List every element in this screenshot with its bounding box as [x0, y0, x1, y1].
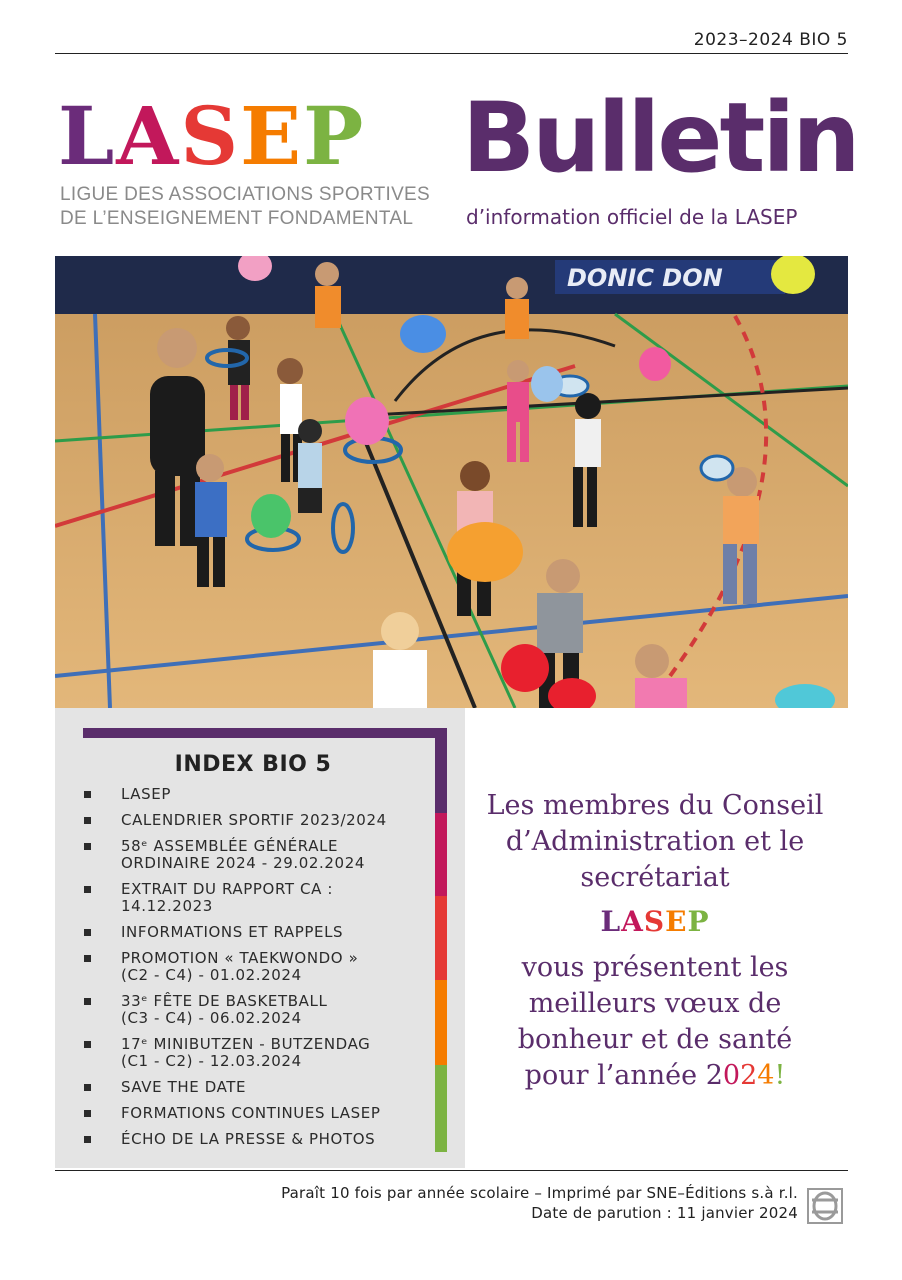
- year-digit: 2: [705, 1060, 723, 1091]
- index-item: [84, 881, 429, 915]
- issue-tag: 2023–2024 BIO 5: [693, 30, 848, 50]
- logo-letter: E: [240, 89, 304, 183]
- bulletin-title: Bulletin: [462, 82, 858, 194]
- index-item-text: PROMOTION « TAEKWONDO »: [121, 949, 359, 967]
- logo-letter: S: [643, 905, 666, 938]
- lasep-logo: [58, 89, 366, 183]
- logo-letter: L: [58, 89, 117, 183]
- index-item: [84, 924, 429, 941]
- logo-letter: A: [621, 905, 644, 938]
- index-item-text: 14.12.2023: [121, 897, 213, 915]
- logo-letter: A: [116, 89, 181, 183]
- index-item-text: (C2 - C4) - 01.02.2024: [121, 966, 302, 984]
- lasep-logo-small: [482, 902, 828, 942]
- bullet-square-icon: [84, 791, 91, 798]
- index-bar-segment: [435, 813, 447, 896]
- index-item-text: 33ᵉ FÊTE DE BASKETBALL: [121, 992, 328, 1010]
- org-name-line-2: DE L’ENSEIGNEMENT FONDAMENTAL: [60, 208, 414, 229]
- bullet-square-icon: [84, 817, 91, 824]
- bullet-square-icon: [84, 929, 91, 936]
- year-digit: 2: [740, 1060, 758, 1091]
- index-bar-segment: [435, 980, 447, 1065]
- index-item-text: (C3 - C4) - 06.02.2024: [121, 1009, 302, 1027]
- year-digit: !: [774, 1060, 786, 1091]
- index-item-text: LASEP: [121, 785, 172, 803]
- bullet-square-icon: [84, 886, 91, 893]
- organization-name: [60, 183, 430, 231]
- index-item: [84, 838, 429, 872]
- index-item-text: 17ᵉ MINIBUTZEN - BUTZENDAG: [121, 1035, 371, 1053]
- footer: [281, 1183, 798, 1223]
- footer-line-1: Paraît 10 fois par année scolaire – Imprimé par SNE–Éditions s.à r.l.: [281, 1184, 798, 1202]
- index-item-text: CALENDRIER SPORTIF 2023/2024: [121, 811, 387, 829]
- bullet-square-icon: [84, 1136, 91, 1143]
- wishes-message: [482, 788, 828, 1094]
- footer-line-2: Date de parution : 11 janvier 2024: [531, 1204, 798, 1222]
- index-item: [84, 812, 429, 829]
- wishes-line-2: [482, 950, 828, 1094]
- photo-banner-text: DONIC DON: [567, 264, 723, 292]
- index-item-text: (C1 - C2) - 12.03.2024: [121, 1052, 302, 1070]
- index-item-text: SAVE THE DATE: [121, 1078, 247, 1096]
- index-item-text: ÉCHO DE LA PRESSE & PHOTOS: [121, 1130, 376, 1148]
- index-frame-top: [83, 728, 447, 738]
- index-item-text: EXTRAIT DU RAPPORT CA :: [121, 880, 333, 898]
- logo-letter: P: [687, 905, 710, 938]
- top-rule: [55, 53, 848, 54]
- index-bar-segment: [435, 896, 447, 980]
- index-item: [84, 1131, 429, 1148]
- index-item-text: ORDINAIRE 2024 - 29.02.2024: [121, 854, 365, 872]
- index-item: [84, 786, 429, 803]
- wishes-year: [706, 1060, 786, 1091]
- bullet-square-icon: [84, 998, 91, 1005]
- year-digit: 0: [722, 1060, 741, 1091]
- bullet-square-icon: [84, 1084, 91, 1091]
- index-title: INDEX BIO 5: [174, 752, 332, 777]
- cover-photo: [55, 256, 848, 708]
- logo-letter: L: [600, 905, 622, 938]
- index-bar-segment: [435, 1065, 447, 1152]
- bulletin-subtitle: d’information officiel de la LASEP: [466, 205, 798, 229]
- bullet-square-icon: [84, 843, 91, 850]
- bullet-square-icon: [84, 955, 91, 962]
- bottom-rule: [55, 1170, 848, 1171]
- org-name-line-1: LIGUE DES ASSOCIATIONS SPORTIVES: [60, 184, 430, 205]
- bullet-square-icon: [84, 1110, 91, 1117]
- sne-logo-icon: [806, 1187, 844, 1225]
- index-item-text: 58ᵉ ASSEMBLÉE GÉNÉRALE: [121, 837, 339, 855]
- index-item: [84, 1036, 429, 1070]
- index-item: [84, 993, 429, 1027]
- index-list: [84, 786, 429, 1157]
- index-bar-segment: [435, 738, 447, 813]
- index-item: [84, 1079, 429, 1096]
- logo-letter: S: [180, 89, 241, 183]
- index-item-text: FORMATIONS CONTINUES LASEP: [121, 1104, 381, 1122]
- bullet-square-icon: [84, 1041, 91, 1048]
- logo-letter: P: [303, 89, 366, 183]
- index-item: [84, 950, 429, 984]
- index-item: [84, 1105, 429, 1122]
- year-digit: 4: [757, 1060, 775, 1091]
- logo-letter: E: [665, 905, 688, 938]
- photo-children-balloons-icon: [55, 256, 848, 708]
- index-item-text: INFORMATIONS ET RAPPELS: [121, 923, 344, 941]
- wishes-line-2-text: vous présentent les meilleurs vœux de bonheur et de santé pour l’année: [517, 952, 793, 1091]
- wishes-line-1: Les membres du Conseil d’Administration et le secrétariat: [486, 790, 824, 893]
